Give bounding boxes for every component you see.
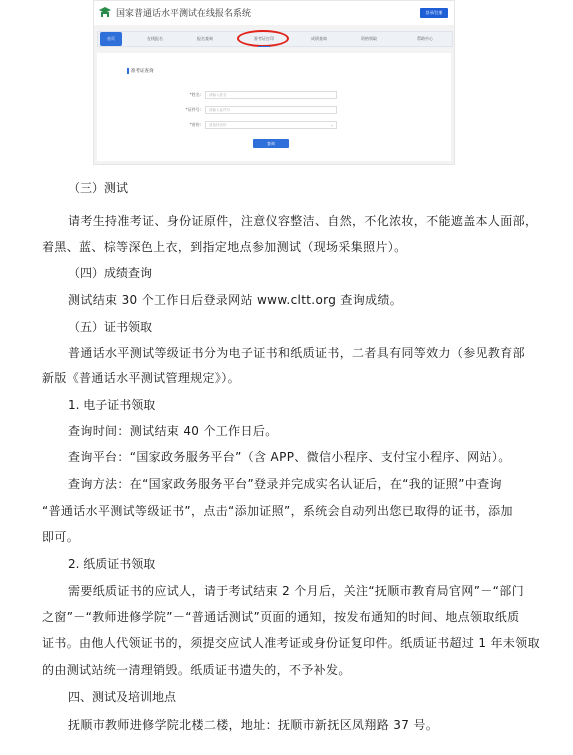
- nav-registration-query[interactable]: 报名查询: [197, 36, 213, 41]
- login-button[interactable]: 登录/注册: [420, 8, 448, 18]
- site-title: 国家普通话水平测试在线报名系统: [116, 9, 252, 19]
- field-label: *姓名:: [189, 92, 201, 97]
- chevron-down-icon: ⌄: [330, 122, 334, 127]
- site-header: [94, 1, 454, 25]
- paragraph: 即可。: [42, 530, 80, 544]
- province-select[interactable]: [205, 121, 337, 129]
- section-heading-location: 四、测试及培训地点: [68, 690, 177, 704]
- paragraph: 的由测试站统一清理销毁。纸质证书遗失的，不予补发。: [42, 663, 351, 677]
- subheading-electronic: 1. 电子证书领取: [68, 398, 156, 412]
- subheading-paper: 2. 纸质证书领取: [68, 557, 156, 571]
- paragraph: 查询时间：测试结束 40 个工作日后。: [68, 424, 278, 438]
- name-input[interactable]: 请输入姓名: [205, 91, 337, 99]
- nav-help[interactable]: 帮助中心: [417, 36, 433, 41]
- address-line: 抚顺市教师进修学院北楼二楼，地址：抚顺市新抚区凤翔路 37 号。: [68, 718, 439, 732]
- nav-home[interactable]: 首页: [100, 32, 122, 46]
- nav-register[interactable]: 在线报名: [147, 36, 163, 41]
- paragraph: 请考生持准考证、身份证原件，注意仪容整洁、自然，不化浓妆，不能遮盖本人面部，: [68, 214, 538, 228]
- field-label: *证件号:: [185, 107, 201, 112]
- nav-active-underline: [258, 46, 270, 47]
- paragraph: “普通话水平测试等级证书”，点击“添加证照”，系统会自动列出您已取得的证书，添加: [42, 504, 513, 518]
- paragraph: 证书。由他人代领证书的，须提交应试人准考证或身份证复印件。纸质证书超过 1 年未领取: [42, 636, 540, 650]
- id-number-input[interactable]: 请输入证件号: [205, 106, 337, 114]
- nav-score-query[interactable]: 成绩查询: [311, 36, 327, 41]
- paragraph: 着黑、蓝、棕等深色上衣，到指定地点参加测试（现场采集照片）。: [42, 240, 407, 254]
- paragraph: 之窗”－“教师进修学院”－“普通话测试”页面的通知，按发布通知的时间、地点领取纸质: [42, 610, 520, 624]
- panel-title: 准考证查询: [131, 69, 154, 74]
- website-screenshot: [93, 0, 455, 165]
- select-placeholder: 请选择省份: [209, 123, 227, 127]
- paragraph: 新版《普通话水平测试管理规定》）。: [42, 371, 240, 385]
- section-heading-certificate: （五）证书领取: [68, 320, 153, 334]
- nav-admission-print[interactable]: 准考证打印: [254, 36, 274, 41]
- paragraph: 普通话水平测试等级证书分为电子证书和纸质证书，二者具有同等效力（参见教育部: [68, 346, 525, 360]
- query-button[interactable]: 查询: [253, 139, 289, 148]
- section-heading-score: （四）成绩查询: [68, 266, 153, 280]
- site-logo-icon: [98, 6, 112, 19]
- highlight-circle: [237, 30, 289, 47]
- query-panel: [97, 53, 451, 161]
- section-heading-test: （三）测试: [68, 181, 129, 195]
- paragraph: 查询平台：“国家政务服务平台”（含 APP、微信小程序、支付宝小程序、网站）。: [68, 450, 511, 464]
- paragraph: 测试结束 30 个工作日后登录网站 www.cltt.org 查询成绩。: [68, 293, 403, 307]
- paragraph: 查询方法：在“国家政务服务平台”登录并完成实名认证后，在“我的证照”中查询: [68, 477, 502, 491]
- paragraph: 需要纸质证书的应试人，请于考试结束 2 个月后，关注“抚顺市教育局官网”－“部门: [68, 584, 524, 598]
- field-label: *省份:: [189, 122, 201, 127]
- nav-certificate[interactable]: 资格领取: [361, 36, 377, 41]
